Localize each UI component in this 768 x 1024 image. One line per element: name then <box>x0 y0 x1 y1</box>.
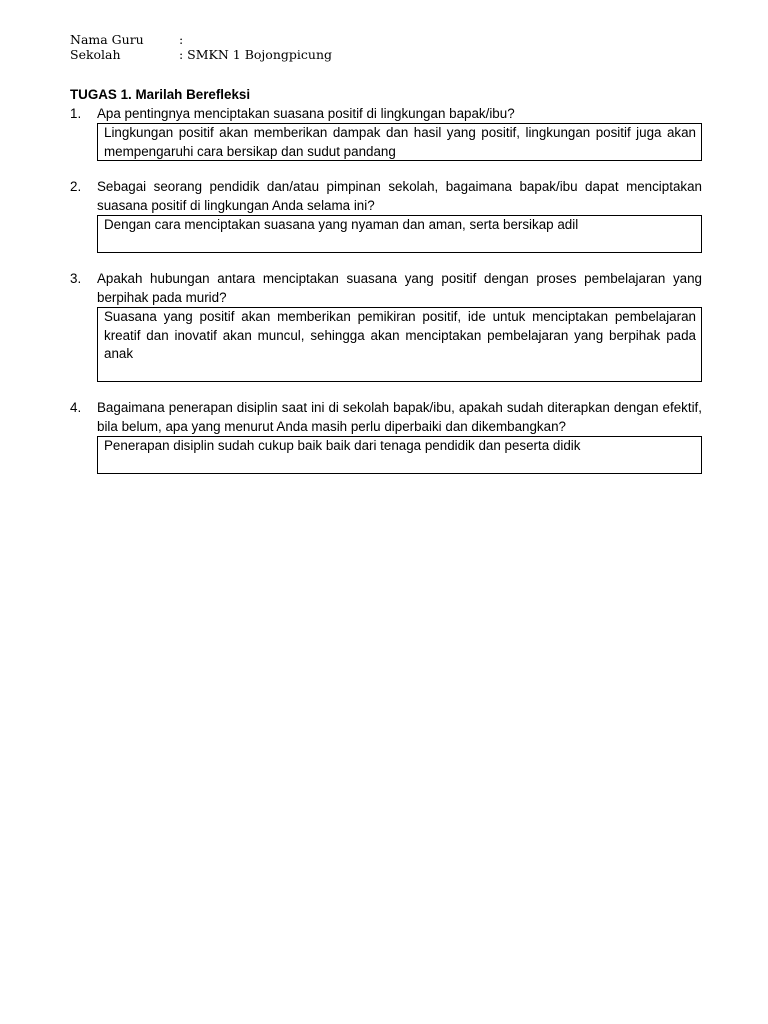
question-number: 1. <box>70 105 82 121</box>
answer-box: Dengan cara menciptakan suasana yang nyaman dan aman, serta bersikap adil <box>97 215 702 253</box>
question-text: Apakah hubungan antara menciptakan suasana yang positif dengan proses pembelajaran yang berpihak pada murid? <box>97 271 702 305</box>
question-text: Bagaimana penerapan disiplin saat ini di sekolah bapak/ibu, apakah sudah diterapkan dengan efektif, bila belum, apa yang menurut Anda masih perlu diperbaiki dan dikembangkan? <box>97 400 702 434</box>
school-label: Sekolah <box>70 47 121 62</box>
question-number: 4. <box>70 400 82 415</box>
answer-box: Penerapan disiplin sudah cukup baik baik dari tenaga pendidik dan peserta didik <box>97 436 702 474</box>
teacher-label: Nama Guru <box>70 32 144 47</box>
answer-box: Suasana yang positif akan memberikan pemikiran positif, ide untuk menciptakan pembelajaran kreatif dan inovatif akan muncul, sehingga akan menciptakan pembelajaran yang berpihak pada anak <box>97 307 702 382</box>
school-row <box>70 47 332 62</box>
document-header <box>70 32 332 62</box>
question-item <box>70 105 702 162</box>
answer-box: Lingkungan positif akan memberikan dampak dan hasil yang positif, lingkungan positif juga akan mempengaruhi cara bersikap dan sudut pandang <box>97 123 702 161</box>
teacher-value: : <box>179 32 184 47</box>
task-content <box>70 86 702 474</box>
question-number: 2. <box>70 179 82 194</box>
question-item <box>70 178 702 253</box>
school-value: : SMKN 1 Bojongpicung <box>179 47 332 62</box>
question-item <box>70 399 702 474</box>
question-text: Apa pentingnya menciptakan suasana positif di lingkungan bapak/ibu? <box>97 105 515 121</box>
question-text: Sebagai seorang pendidik dan/atau pimpinan sekolah, bagaimana bapak/ibu dapat menciptakan suasana positif di lingkungan Anda selama ini? <box>97 179 702 213</box>
question-item <box>70 270 702 382</box>
question-number: 3. <box>70 271 82 286</box>
teacher-row <box>70 32 332 47</box>
task-title: TUGAS 1. Marilah Berefleksi <box>70 87 251 102</box>
